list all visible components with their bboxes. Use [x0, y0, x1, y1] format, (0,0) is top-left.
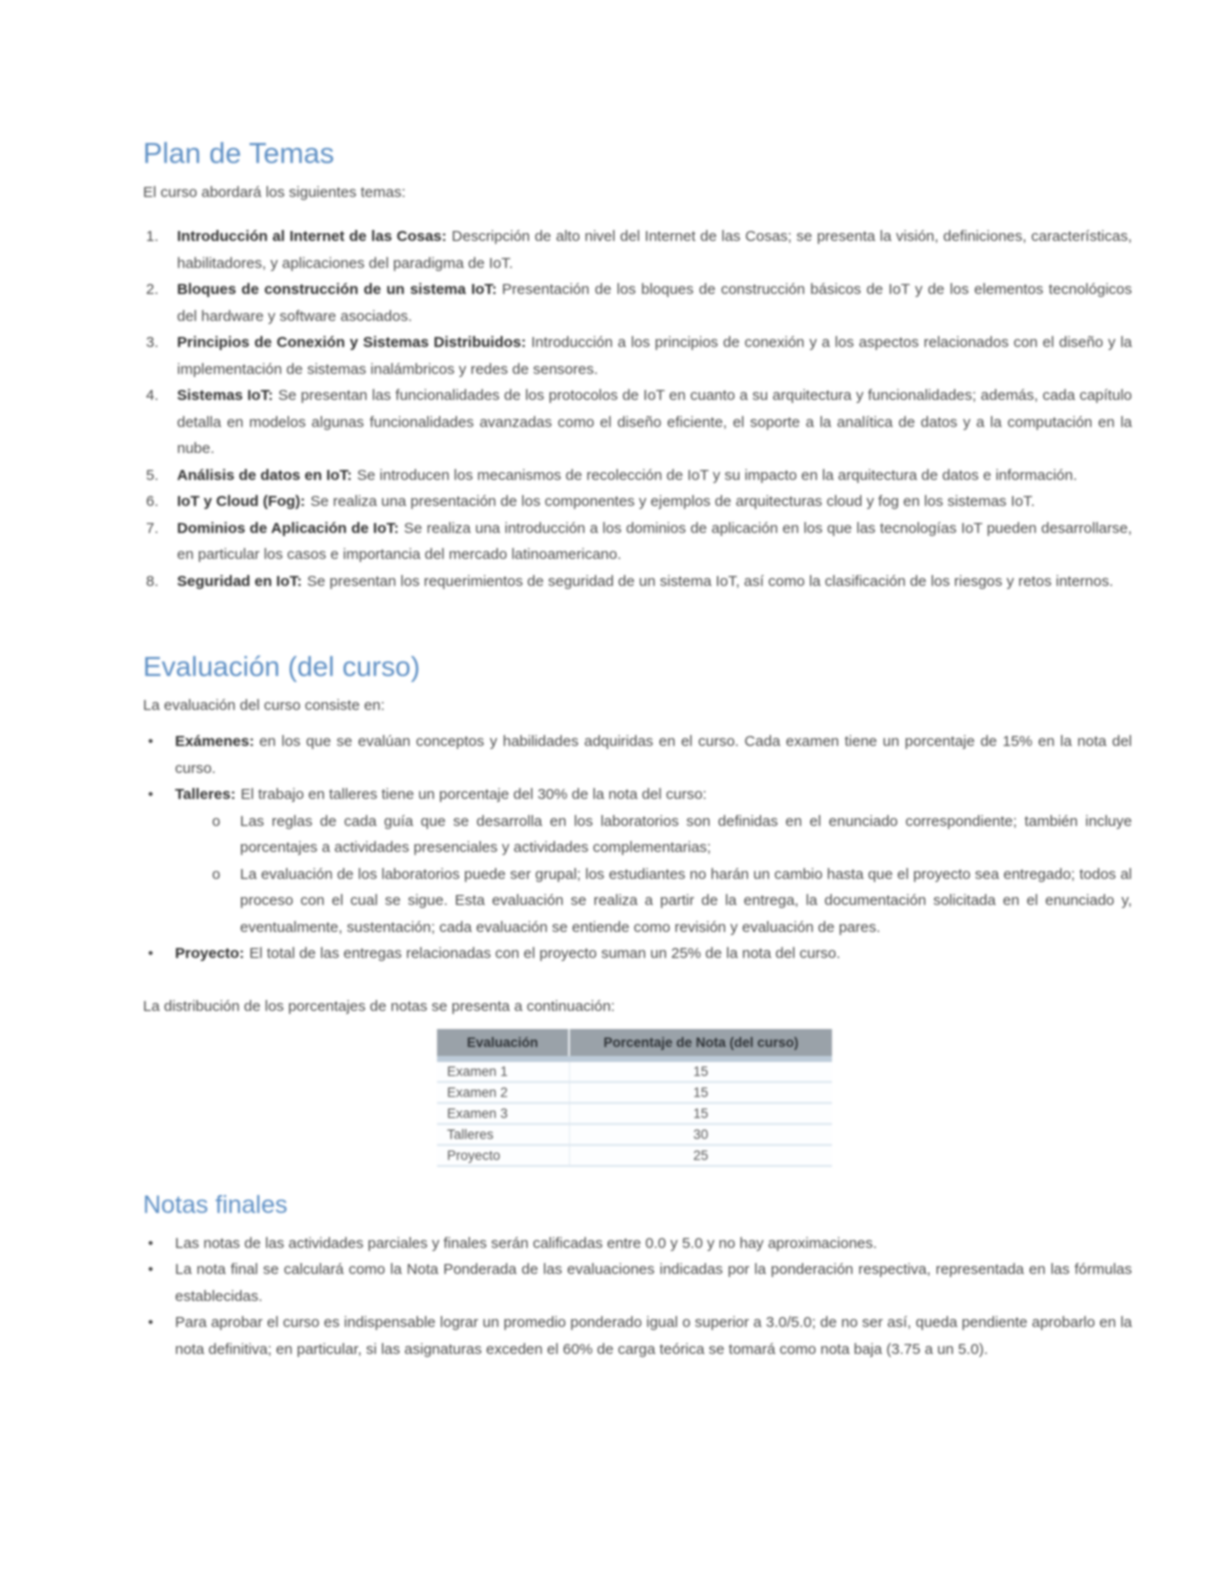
notas-list [143, 1231, 1132, 1364]
topic-description: Descripción de alto nivel del Internet de las Cosas; se presenta la visión, definiciones, características, habilitadores, y aplicaciones del paradigma de IoT. [177, 228, 1132, 272]
evaluacion-list [143, 729, 1132, 968]
topic-list-item [143, 489, 1132, 516]
table-row [437, 1103, 832, 1124]
table-row [437, 1059, 832, 1082]
bullet-marker: • [148, 786, 154, 803]
topic-list-item [143, 277, 1132, 330]
bullet-text: El total de las entregas relacionadas con el proyecto suman un 25% de la nota del curso. [249, 945, 841, 962]
evaluacion-item-proyecto [143, 941, 1132, 968]
topic-list-item [143, 330, 1132, 383]
list-number: 6. [146, 493, 159, 510]
notas-item [143, 1231, 1132, 1258]
list-number: 1. [146, 228, 159, 245]
bullet-text: Las notas de las actividades parciales y finales serán calificadas entre 0.0 y 5.0 y no hay aproximaciones. [175, 1234, 878, 1252]
bullet-marker: • [148, 1314, 154, 1331]
bullet-text: La nota final se calculará como la Nota Ponderada de las evaluaciones indicadas por la ponderación respectiva, representada en las fórmulas establecidas. [175, 1261, 1132, 1305]
topic-title: Análisis de datos en IoT: [177, 466, 353, 484]
list-number: 3. [146, 334, 159, 351]
evaluacion-item-examenes [143, 729, 1132, 782]
sub-bullet-marker: o [212, 812, 221, 830]
bullet-marker: • [148, 945, 154, 962]
topic-list-item [143, 463, 1132, 490]
topic-description: Se presentan las funcionalidades de los protocolos de IoT en cuanto a su arquitectura y funcionalidades; además, cada capítulo detalla en modelos algunas funcionalidades avanzadas como el diseño eficiente, el soporte a la analítica de datos y a la computación en la nube. [177, 387, 1132, 457]
topic-title: Dominios de Aplicación de IoT: [177, 519, 399, 537]
page-title: Plan de Temas [143, 138, 335, 170]
list-number: 7. [146, 519, 159, 537]
table-header-porcentaje: Porcentaje de Nota (del curso) [569, 1029, 832, 1059]
topic-title: Bloques de construcción de un sistema IoT: [177, 281, 497, 298]
table-cell-value: 25 [569, 1145, 832, 1166]
evaluacion-intro-text: La evaluación del curso consiste en: [143, 697, 385, 714]
table-header-row [437, 1029, 832, 1059]
topic-description: Introducción a los principios de conexión y a los aspectos relacionados con el diseño y la implementación de sistemas inalámbricos y redes de sensores. [177, 334, 1132, 378]
topic-title: Principios de Conexión y Sistemas Distribuidos: [177, 334, 527, 351]
notas-item [143, 1310, 1132, 1363]
bullet-lead: Exámenes: [175, 733, 255, 750]
list-number: 5. [146, 466, 159, 484]
bullet-marker: • [148, 1234, 154, 1252]
topic-description: Presentación de los bloques de construcción básicos de IoT y de los elementos tecnológicos del hardware y software asociados. [177, 281, 1132, 325]
topic-list-item [143, 516, 1132, 569]
bullet-marker: • [148, 1261, 154, 1278]
evaluacion-item-talleres [143, 782, 1132, 809]
grade-distribution-table [437, 1029, 832, 1167]
notas-item [143, 1257, 1132, 1310]
list-number: 8. [146, 572, 159, 590]
table-cell-label: Examen 3 [437, 1103, 569, 1124]
sub-bullet-text: Las reglas de cada guía que se desarrolla en los laboratorios son definidas en el enunciado correspondiente; también incluye porcentajes a actividades presenciales y actividades complementarias; [240, 812, 1132, 856]
table-header-evaluacion: Evaluación [437, 1029, 569, 1059]
table-cell-label: Examen 1 [437, 1059, 569, 1082]
topic-title: Introducción al Internet de las Cosas: [177, 228, 447, 245]
table-row [437, 1124, 832, 1145]
evaluacion-subitem [143, 862, 1132, 942]
bullet-lead: Talleres: [175, 786, 236, 803]
bullet-lead: Proyecto: [175, 945, 245, 962]
topic-description: Se introducen los mecanismos de recolección de IoT y su impacto en la arquitectura de datos e información. [357, 466, 1078, 484]
evaluacion-subitem [143, 809, 1132, 862]
topic-description: Se presentan los requerimientos de seguridad de un sistema IoT, así como la clasificación de los riesgos y retos internos. [307, 572, 1114, 590]
topic-title: Sistemas IoT: [177, 387, 274, 404]
table-cell-value: 15 [569, 1082, 832, 1103]
table-cell-label: Proyecto [437, 1145, 569, 1166]
bullet-text: en los que se evalúan conceptos y habilidades adquiridas en el curso. Cada examen tiene un porcentaje de 15% en la nota del curso. [175, 733, 1132, 777]
section-heading-evaluacion: Evaluación (del curso) [143, 651, 421, 682]
topic-title: Seguridad en IoT: [177, 572, 303, 590]
table-cell-value: 15 [569, 1103, 832, 1124]
list-number: 4. [146, 387, 159, 404]
table-cell-label: Talleres [437, 1124, 569, 1145]
topic-list-item [143, 383, 1132, 463]
bullet-text: El trabajo en talleres tiene un porcentaje del 30% de la nota del curso: [240, 786, 707, 803]
table-row [437, 1145, 832, 1166]
bullet-marker: • [148, 733, 154, 750]
table-cell-label: Examen 2 [437, 1082, 569, 1103]
bullet-text: Para aprobar el curso es indispensable lograr un promedio ponderado igual o superior a 3.0/5.0; de no ser así, queda pendiente aprobarlo en la nota definitiva; en particular, si las asignaturas exceden el 60% de carga teórica se tomará como nota baja (3.75 a un 5.0). [175, 1314, 1132, 1358]
topic-description: Se realiza una presentación de los componentes y ejemplos de arquitecturas cloud y fog en los sistemas IoT. [310, 493, 1035, 510]
topic-list-item [143, 224, 1132, 277]
sub-bullet-text: La evaluación de los laboratorios puede ser grupal; los estudiantes no harán un cambio hasta que el proyecto sea entregado; todos al proceso con el cual se sigue. Esta evaluación se realiza a partir de la entrega, la documentación solicitada en el enunciado y, eventualmente, sustentación; cada evaluación se entiende como revisión y evaluación de pares. [240, 865, 1132, 936]
list-number: 2. [146, 281, 159, 298]
section-heading-notas: Notas finales [143, 1190, 288, 1219]
plan-intro-text: El curso abordará los siguientes temas: [143, 184, 406, 201]
table-cell-value: 30 [569, 1124, 832, 1145]
topic-list [143, 224, 1132, 595]
topic-description: Se realiza una introducción a los dominios de aplicación en los que las tecnologías IoT pueden desarrollarse, en particular los casos e importancia del mercado latinoamericano. [177, 519, 1132, 563]
table-cell-value: 15 [569, 1059, 832, 1082]
distribution-note: La distribución de los porcentajes de notas se presenta a continuación: [143, 997, 615, 1015]
sub-bullet-marker: o [212, 865, 221, 883]
table-row [437, 1082, 832, 1103]
topic-title: IoT y Cloud (Fog): [177, 493, 306, 510]
topic-list-item [143, 569, 1132, 596]
